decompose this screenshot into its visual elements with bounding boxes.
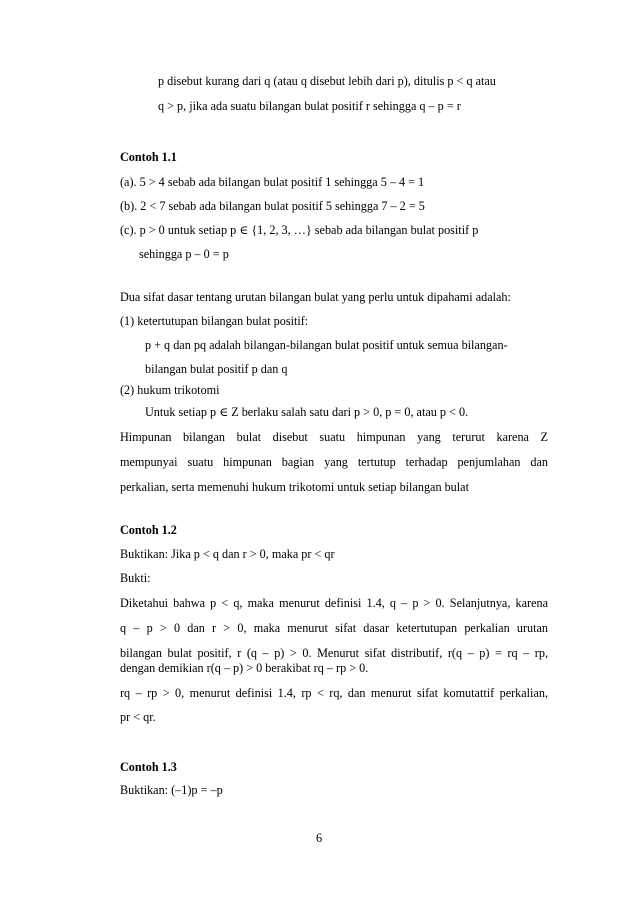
contoh-1-2-proof-line-2: q – p > 0 dan r > 0, maka menurut sifat dasar ketertutupan perkalian urutan <box>120 621 548 635</box>
contoh-1-2-claim: Buktikan: Jika p < q dan r > 0, maka pr < qr <box>120 547 335 561</box>
intro-line-2: q > p, jika ada suatu bilangan bulat positif r sehingga q – p = r <box>158 99 461 113</box>
sifat-item-1-line-1: p + q dan pq adalah bilangan-bilangan bulat positif untuk semua bilangan- <box>145 338 508 352</box>
contoh-1-2-proof-line-5: rq – rp > 0, menurut definisi 1.4, rp < rq, dan menurut sifat komutattif perkalian, <box>120 686 548 700</box>
contoh-1-1-item-b: (b). 2 < 7 sebab ada bilangan bulat positif 5 sehingga 7 – 2 = 5 <box>120 199 425 213</box>
contoh-1-1-heading: Contoh 1.1 <box>120 150 177 164</box>
sifat-paragraph-line-2: mempunyai suatu himpunan bagian yang tertutup terhadap penjumlahan dan <box>120 455 548 469</box>
contoh-1-2-bukti-label: Bukti: <box>120 571 151 585</box>
contoh-1-1-item-c-cont: sehingga p – 0 = p <box>139 247 229 261</box>
contoh-1-3-heading: Contoh 1.3 <box>120 760 177 774</box>
contoh-1-1-item-a: (a). 5 > 4 sebab ada bilangan bulat positif 1 sehingga 5 – 4 = 1 <box>120 175 425 189</box>
contoh-1-1-item-c: (c). p > 0 untuk setiap p ∈ {1, 2, 3, …} sebab ada bilangan bulat positif p <box>120 223 479 237</box>
sifat-paragraph-line-1: Himpunan bilangan bulat disebut suatu himpunan yang terurut karena Z <box>120 430 548 444</box>
sifat-paragraph-line-3: perkalian, serta memenuhi hukum trikotomi untuk setiap bilangan bulat <box>120 480 469 494</box>
intro-line-1: p disebut kurang dari q (atau q disebut lebih dari p), ditulis p < q atau <box>158 74 496 88</box>
contoh-1-2-heading: Contoh 1.2 <box>120 523 177 537</box>
sifat-item-2-line-1: Untuk setiap p ∈ Z berlaku salah satu dari p > 0, p = 0, atau p < 0. <box>145 405 469 419</box>
sifat-item-1: (1) ketertutupan bilangan bulat positif: <box>120 314 309 328</box>
sifat-item-1-line-2: bilangan bulat positif p dan q <box>145 362 288 376</box>
contoh-1-2-proof-line-1: Diketahui bahwa p < q, maka menurut definisi 1.4, q – p > 0. Selanjutnya, karena <box>120 596 548 610</box>
sifat-item-2: (2) hukum trikotomi <box>120 383 220 397</box>
contoh-1-2-proof-line-4: dengan demikian r(q – p) > 0 berakibat rq – rp > 0. <box>120 661 369 675</box>
page-number: 6 <box>315 831 323 845</box>
sifat-intro: Dua sifat dasar tentang urutan bilangan bulat yang perlu untuk dipahami adalah: <box>120 290 511 304</box>
contoh-1-2-proof-line-6: pr < qr. <box>120 710 156 724</box>
contoh-1-2-proof-line-3: bilangan bulat positif, r (q – p) > 0. Menurut sifat distributif, r(q – p) = rq – rp, <box>120 646 548 660</box>
contoh-1-3-claim: Buktikan: (–1)p = –p <box>120 783 223 797</box>
